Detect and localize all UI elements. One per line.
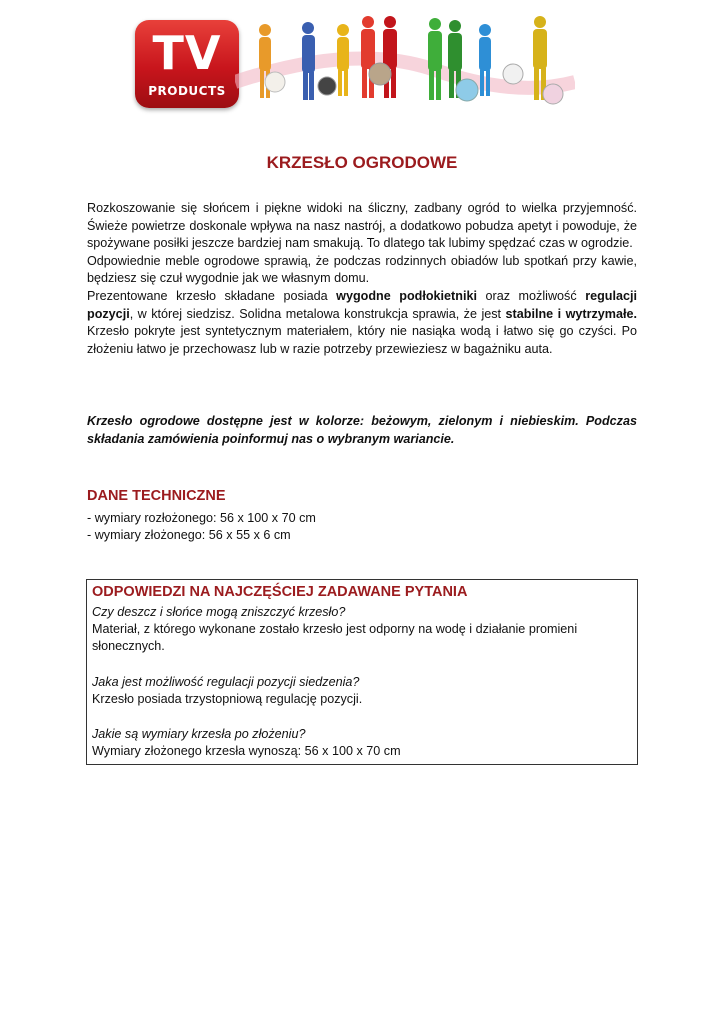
faq-question: Jaka jest możliwość regulacji pozycji siedzenia? <box>92 675 360 689</box>
people-silhouettes-illustration <box>235 12 575 112</box>
tv-products-logo[interactable] <box>135 20 239 108</box>
technical-section-title: DANE TECHNICZNE <box>87 488 226 504</box>
header-banner <box>135 12 575 112</box>
color-variant-note: Krzesło ogrodowe dostępne jest w kolorze: beżowym, zielonym i niebieskim. Podczas składania zamówienia poinformuj nas o wybranym wariancie. <box>87 414 637 446</box>
text-run: oraz możliwość <box>476 288 586 303</box>
text-run: , w której siedzisz. Solidna metalowa konstrukcja sprawia, że jest <box>129 306 506 321</box>
faq-question: Jakie są wymiary krzesła po złożeniu? <box>92 727 306 741</box>
spec-item: - wymiary złożonego: 56 x 55 x 6 cm <box>87 528 291 542</box>
intro-paragraph: Odpowiednie meble ogrodowe sprawią, że podczas rodzinnych obiadów lub spotkań przy kawie, będziesz się czuł wygodnie jak we własnym domu. <box>87 253 637 286</box>
page-title: KRZESŁO OGRODOWE <box>266 153 458 172</box>
faq-item <box>92 604 632 655</box>
faq-item <box>92 726 632 760</box>
person-silhouette <box>337 24 349 96</box>
spec-item: - wymiary rozłożonego: 56 x 100 x 70 cm <box>87 511 316 525</box>
faq-title: ODPOWIEDZI NA NAJCZĘŚCIEJ ZADAWANE PYTANIA <box>92 584 468 600</box>
text-run: Krzesło pokryte jest syntetycznym materiałem, który nie nasiąka wodą i łatwo się go czyści. Po złożeniu łatwo je przechowasz lub w razie potrzeby przewieziesz w bagażniku auta. <box>87 324 637 356</box>
intro-text <box>87 200 637 358</box>
intro-paragraph <box>87 288 637 358</box>
logo-main-text: TV <box>152 26 222 80</box>
faq-answer: Wymiary złożonego krzesła wynoszą: 56 x 100 x 70 cm <box>92 744 401 758</box>
highlight-adjustment: regulacji pozycji <box>87 288 637 321</box>
faq-box <box>86 579 638 765</box>
intro-paragraph: Rozkoszowanie się słońcem i piękne widoki na śliczny, zadbany ogród to wielka przyjemność. Świeże powietrze doskonale wpływa na nasz nastrój, a dodatkowo pobudza apetyt i powoduje, że spożywane posiłki jeszcze bardziej nam smakują. To dlatego tak lubimy spędzać czas w ogrodzie. <box>87 201 637 251</box>
person-silhouette <box>383 16 397 98</box>
text-run: Prezentowane krzesło składane posiada <box>87 288 337 303</box>
highlight-armrests: wygodne podłokietniki <box>336 288 477 303</box>
faq-answer: Krzesło posiada trzystopniową regulację pozycji. <box>92 692 363 706</box>
person-silhouette <box>428 18 442 100</box>
faq-question: Czy deszcz i słońce mogą zniszczyć krzesło? <box>92 605 346 619</box>
faq-item <box>92 674 632 708</box>
person-silhouette <box>302 22 315 100</box>
person-silhouette <box>361 16 375 98</box>
highlight-stability: stabilne i wytrzymałe. <box>505 306 637 321</box>
faq-answer: Materiał, z którego wykonane zostało krzesło jest odporny na wodę i działanie promieni słonecznych. <box>92 622 578 653</box>
logo-sub-text: PRODUCTS <box>148 84 226 98</box>
pink-swoosh <box>235 58 575 87</box>
